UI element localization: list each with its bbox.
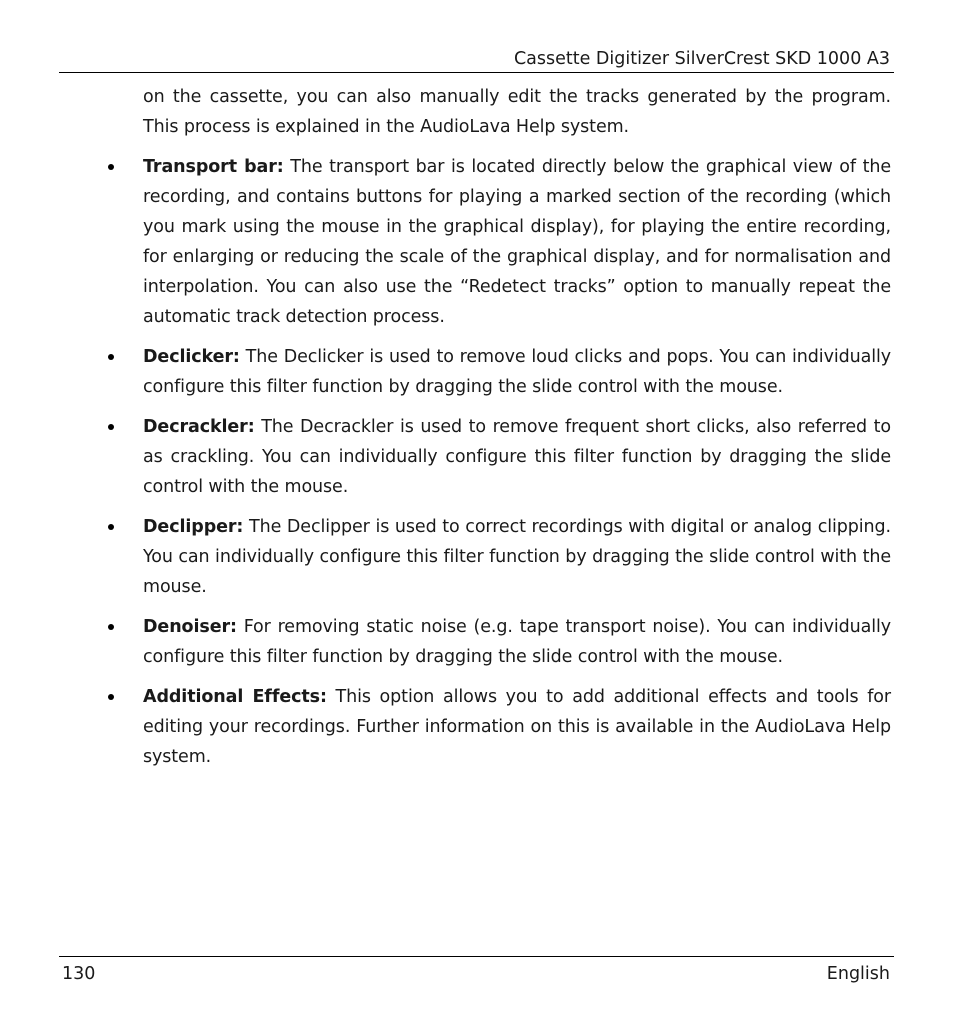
bullet-icon xyxy=(108,524,114,530)
bullet-icon xyxy=(108,354,114,360)
footer-divider xyxy=(59,956,894,957)
bullet-icon xyxy=(108,164,114,170)
bullet-text: The transport bar is located directly below the graphical view of the recording, and contains buttons for playing a marked section of the recording (which you mark using the mouse in the graphical display), for playing the entire recording, for enlarging or reducing the scale of the graphical display, and for normalisation and interpolation. You can also use the “Redetect tracks” option to manually repeat the automatic track detection process. xyxy=(143,157,891,327)
bullet-term: Decrackler: xyxy=(143,417,255,437)
bullet-declicker xyxy=(143,342,891,402)
bullet-icon xyxy=(108,424,114,430)
bullet-term: Declipper: xyxy=(143,517,244,537)
bullet-icon xyxy=(108,624,114,630)
bullet-text: The Decrackler is used to remove frequent short clicks, also referred to as crackling. You can individually configure this filter function by dragging the slide control with the mouse. xyxy=(143,417,891,497)
bullet-decrackler xyxy=(143,412,891,502)
bullet-term: Denoiser: xyxy=(143,617,237,637)
bullet-icon xyxy=(108,694,114,700)
page-number: 130 xyxy=(62,964,96,984)
bullet-term: Additional Effects: xyxy=(143,687,327,707)
bullet-text: For removing static noise (e.g. tape transport noise). You can individually configure this filter function by dragging the slide control with the mouse. xyxy=(143,617,891,667)
bullet-additional-effects xyxy=(143,682,891,772)
bullet-declipper xyxy=(143,512,891,602)
bullet-text: This option allows you to add additional effects and tools for editing your recordings. Further information on this is available in the AudioLava Help system. xyxy=(143,687,891,767)
bullet-transport-bar xyxy=(143,152,891,332)
header-divider xyxy=(59,72,894,73)
bullet-text: The Declipper is used to correct recordings with digital or analog clipping. You can individually configure this filter function by dragging the slide control with the mouse. xyxy=(143,517,891,597)
intro-paragraph: on the cassette, you can also manually edit the tracks generated by the program. This process is explained in the AudioLava Help system. xyxy=(143,87,891,137)
bullet-term: Declicker: xyxy=(143,347,240,367)
bullet-text: The Declicker is used to remove loud clicks and pops. You can individually configure this filter function by dragging the slide control with the mouse. xyxy=(143,347,891,397)
bullet-denoiser xyxy=(143,612,891,672)
page-content xyxy=(143,82,891,782)
footer-language: English xyxy=(826,964,890,984)
header-title: Cassette Digitizer SilverCrest SKD 1000 A3 xyxy=(513,49,890,69)
bullet-term: Transport bar: xyxy=(143,157,284,177)
